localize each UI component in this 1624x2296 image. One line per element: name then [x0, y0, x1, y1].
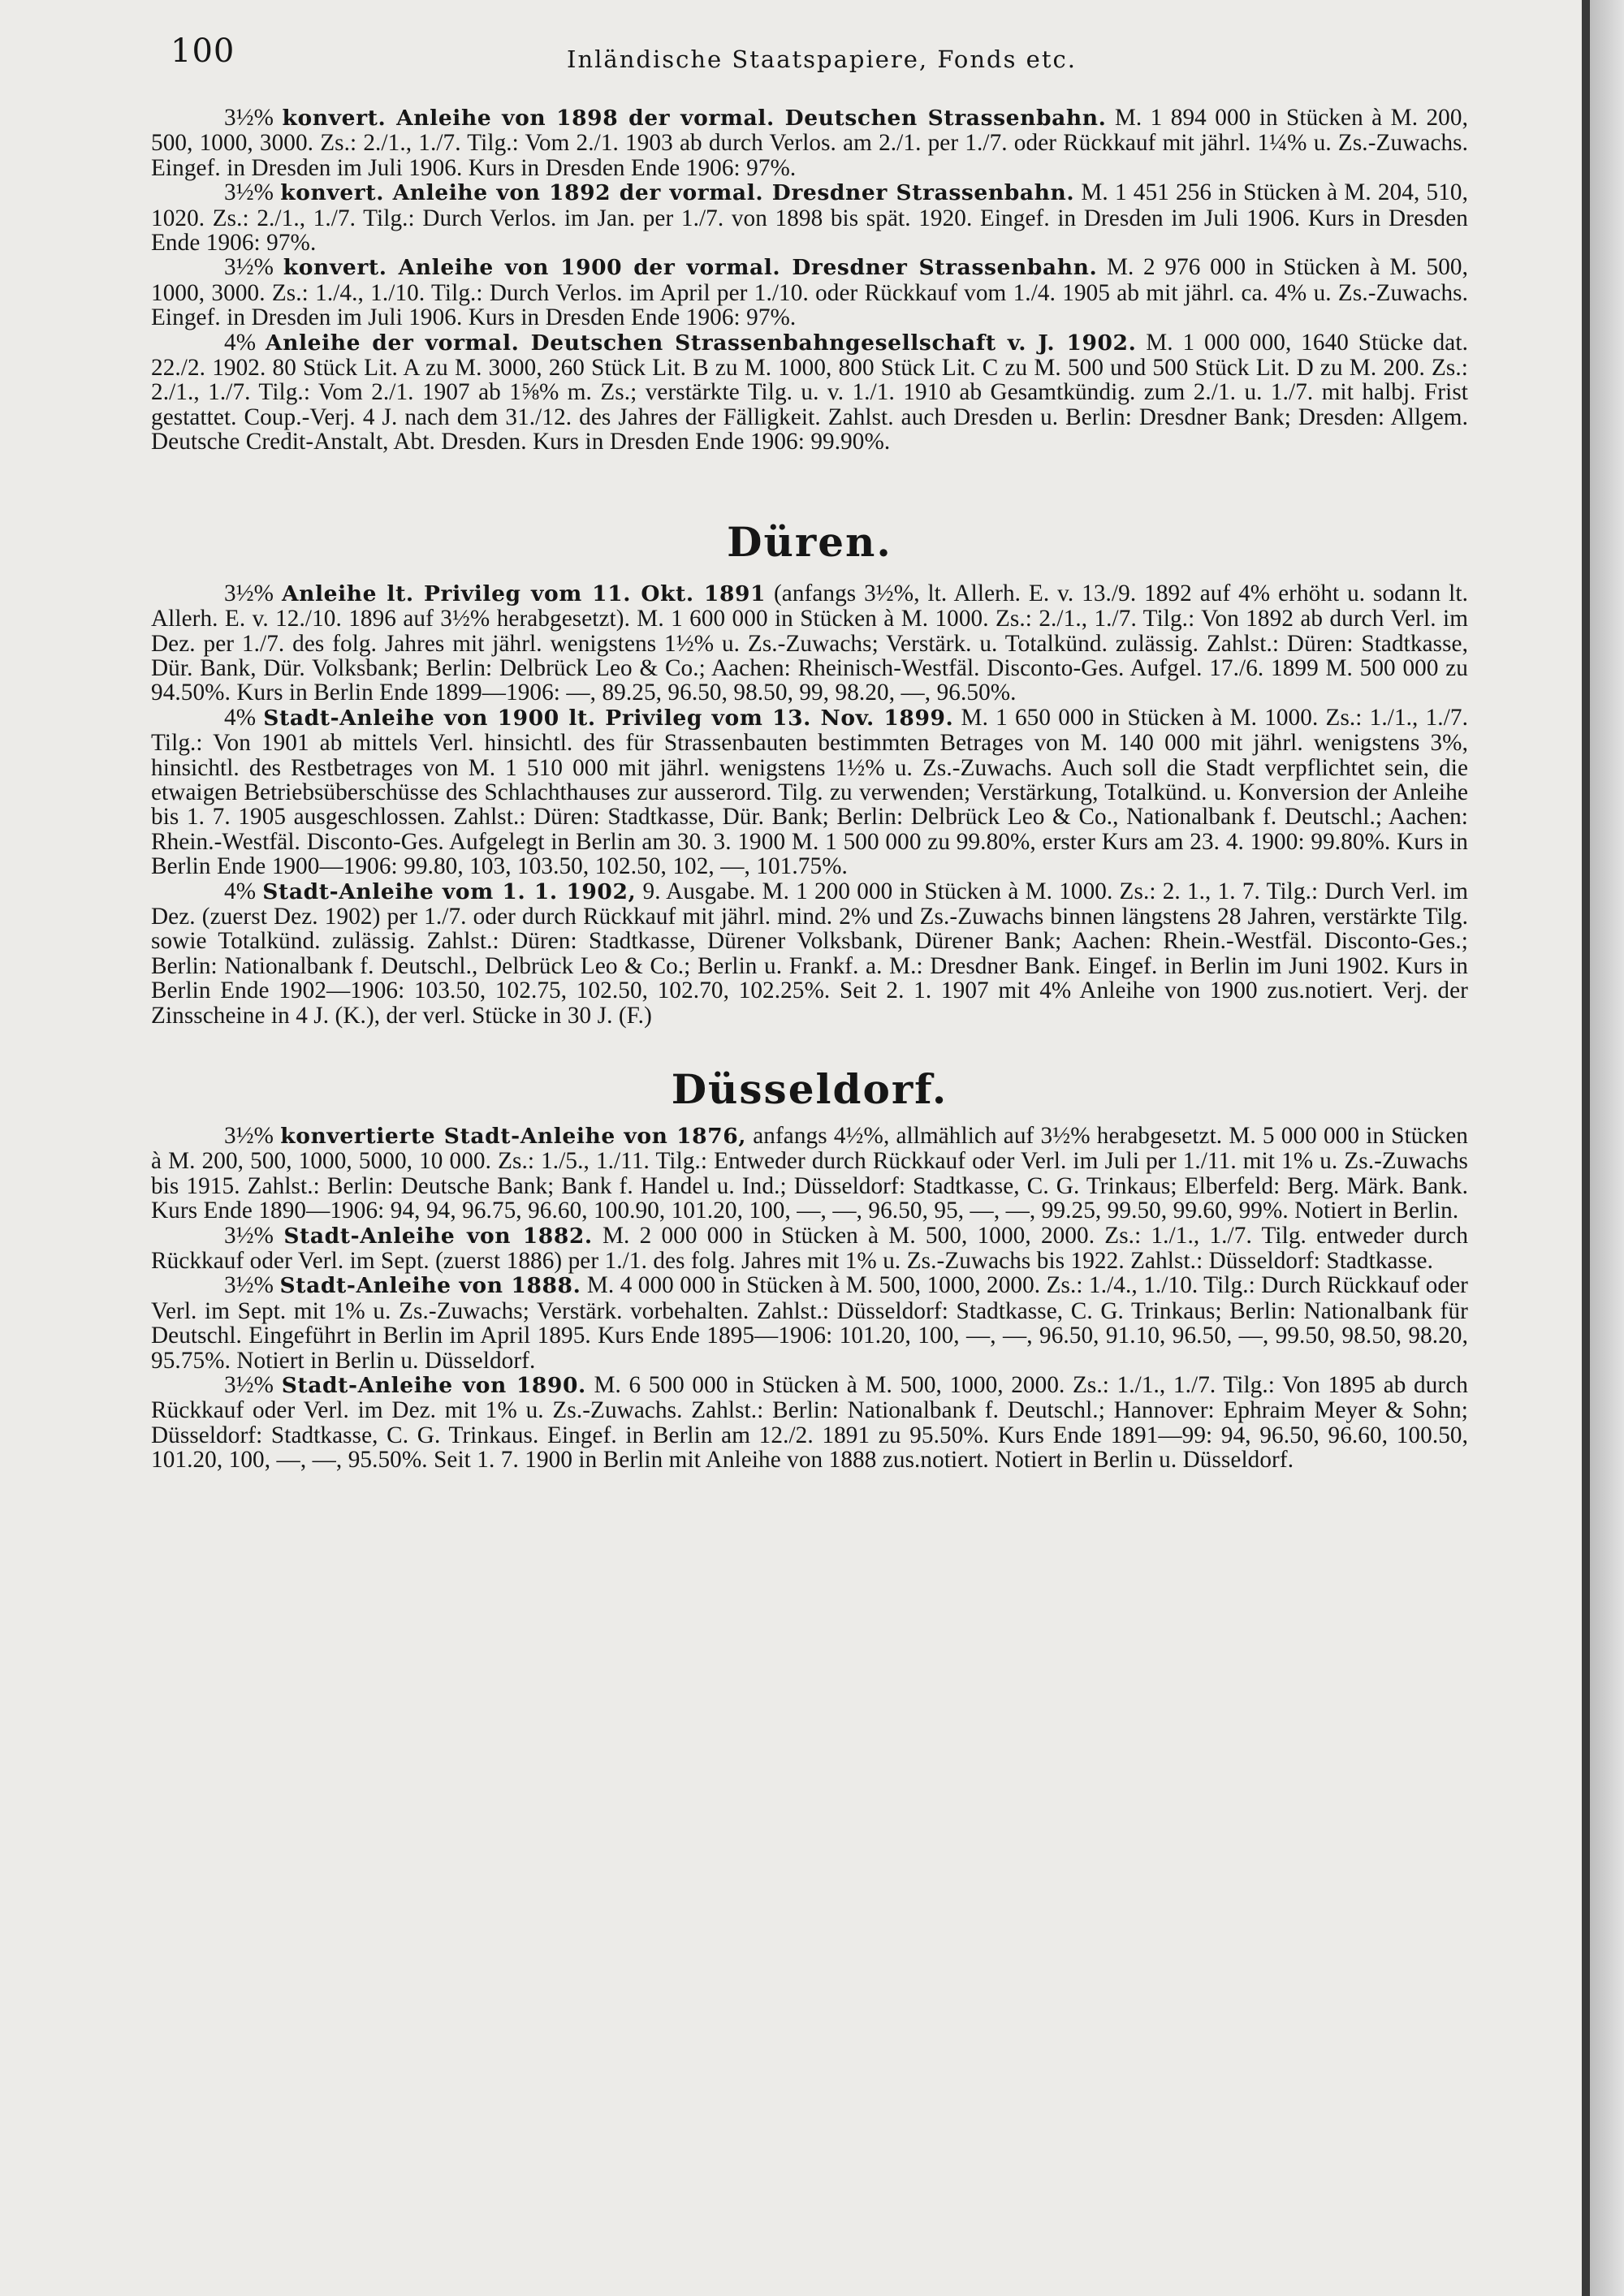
entry-title: Stadt-Anleihe vom 1. 1. 1902, [262, 878, 637, 904]
bond-entry [151, 879, 1468, 1028]
entry-title: Stadt-Anleihe von 1888. [279, 1273, 581, 1299]
entry-body: M. 2 976 000 in Stücken à M. 500, 1000, 3000. Zs.: 1./4., 1./10. Tilg.: Durch Verlos. im April per 1./10. oder Rückkauf vom 1./4. 1905 ab mit jährl. ca. 4% u. Zs.-Zuwachs. Eingef. in Dresden im Juli 1906. Kurs in Dresden Ende 1906: 97%. [151, 254, 1469, 331]
entry-rate: 3½% [224, 580, 274, 606]
page-content [151, 106, 1468, 1473]
page-header [171, 32, 1470, 81]
section-duesseldorf [151, 1067, 1468, 1473]
bond-entry [151, 1224, 1468, 1274]
entry-rate: 4% [224, 704, 257, 731]
bond-entry [151, 1273, 1468, 1373]
city-heading-dueren: Düren. [727, 517, 892, 566]
section-dueren [151, 517, 1469, 1029]
bond-entry [151, 1124, 1468, 1224]
entry-body: M. 1 894 000 in Stücken à M. 200, 500, 1000, 3000. Zs.: 2./1., 1./7. Tilg.: Vom 2./1. 1903 ab durch Verlos. am 2./1. per 1./7. oder Rückkauf mit jährl. 1¼% u. Zs.-Zuwachs. Eingef. in Dresden im Juli 1906. Kurs in Dresden Ende 1906: 97%. [151, 105, 1468, 181]
entry-body: M. 4 000 000 in Stücken à M. 500, 1000, 2000. Zs.: 1./4., 1./10. Tilg.: Durch Rückkauf oder Verl. im Sept. mit 1% u. Zs.-Zuwachs; Verstärk. vorbehalten. Zahlst.: Düsseldorf: Stadtkasse, C. G. Trinkaus; Berlin: Nationalbank für Deutschl. Eingeführt in Berlin im April 1895. Kurs Ende 1895—1906: 101.20, 100, —, —, 96.50, 91.10, 96.50, —, 99.50, 98.50, 98.20, 95.75%. Notiert in Berlin u. Düsseldorf. [151, 1272, 1469, 1374]
entry-body: M. 6 500 000 in Stücken à M. 500, 1000, 2000. Zs.: 1./1., 1./7. Tilg.: Von 1895 ab durch Rückkauf oder Verl. im Dez. mit 1% u. Zs.-Zuwachs. Zahlst.: Berlin: Nationalbank f. Deutschl.; Hannover: Ephraim Meyer & Sohn; Düsseldorf: Stadtkasse, C. G. Trinkaus. Eingef. in Berlin am 12./2. 1891 zu 95.50%. Kurs Ende 1891—99: 94, 96.50, 96.60, 100.50, 101.20, 100, —, —, 95.50%. Seit 1. 7. 1900 in Berlin mit Anleihe von 1888 zus.notiert. Notiert in Berlin u. Düsseldorf. [151, 1372, 1468, 1474]
scan-background [1590, 0, 1624, 2296]
entry-title: Stadt-Anleihe von 1890. [281, 1373, 586, 1399]
entry-rate: 3½% [224, 1123, 274, 1149]
entry-rate: 3½% [224, 1222, 274, 1249]
entry-title: Stadt-Anleihe von 1900 lt. Privileg vom 13. Nov. 1899. [263, 705, 954, 731]
entry-rate: 4% [224, 878, 257, 904]
scan-page-edge [1582, 0, 1590, 2296]
entry-rate: 3½% [224, 1372, 274, 1399]
bond-entry [151, 106, 1468, 180]
entry-body: M. 1 451 256 in Stücken à M. 204, 510, 1020. Zs.: 2./1., 1./7. Tilg.: Durch Verlos. im Jan. per 1./7. von 1898 bis spät. 1920. Eingef. in Dresden im Juli 1906. Kurs in Dresden Ende 1906: 97%. [151, 179, 1468, 257]
entry-rate: 3½% [224, 179, 274, 206]
bond-entry [151, 255, 1468, 330]
bond-entry [151, 706, 1468, 879]
bond-entry [151, 581, 1468, 706]
city-heading-duesseldorf: Düsseldorf. [671, 1065, 948, 1113]
entry-body: (anfangs 3½%, lt. Allerh. E. v. 13./9. 1892 auf 4% erhöht u. sodann lt. Allerh. E. v. 12./10. 1896 auf 3½% herabgesetzt). M. 1 600 000 in Stücken à M. 1000. Zs.: 2./1., 1./7. Tilg.: Von 1892 ab durch Verl. im Dez. per 1./7. des folg. Jahres mit jährl. wenigstens 1½% u. Zs.-Zuwachs; Verstärk. u. Totalkünd. zulässig. Zahlst.: Düren: Stadtkasse, Dür. Bank, Dür. Volksbank; Berlin: Delbrück Leo & Co.; Aachen: Rheinisch-Westfäl. Disconto-Ges. Aufgel. 17./6. 1899 M. 500 000 zu 94.50%. Kurs in Berlin Ende 1899—1906: —, 89.25, 96.50, 98.50, 99, 98.20, —, 96.50%. [151, 580, 1468, 706]
entry-title: konvert. Anleihe von 1892 der vormal. Dresdner Strassenbahn. [280, 180, 1075, 206]
entry-body: anfangs 4½%, allmählich auf 3½% herabgesetzt. M. 5 000 000 in Stücken à M. 200, 500, 1000, 5000, 10 000. Zs.: 1./5., 1./11. Tilg.: Entweder durch Rückkauf oder Verl. im Juli per 1./11. mit 1% u. Zs.-Zuwachs bis 1915. Zahlst.: Berlin: Deutsche Bank; Bank f. Handel u. Ind.; Düsseldorf: Stadtkasse, C. G. Trinkaus; Elberfeld: Berg. Märk. Bank. Kurs Ende 1890—1906: 94, 94, 96.75, 96.60, 100.90, 101.20, 100, —, —, 96.50, 95, —, —, 99.25, 99.50, 99.60, 99%. Notiert in Berlin. [151, 1123, 1468, 1224]
section-continued [151, 106, 1468, 455]
page-number: 100 [171, 32, 235, 70]
entry-title: Anleihe lt. Privileg vom 11. Okt. 1891 [281, 580, 767, 606]
bond-entry [151, 330, 1468, 455]
bond-entry [151, 1373, 1468, 1473]
entry-body: 9. Ausgabe. M. 1 200 000 in Stücken à M. 1000. Zs.: 2. 1., 1. 7. Tilg.: Durch Verl. im Dez. (zuerst Dez. 1902) per 1./7. oder durch Rückkauf mit jährl. mind. 2% und Zs.-Zuwachs binnen längstens 28 Jahren, verstärkte Tilg. sowie Totalkünd. zulässig. Zahlst.: Düren: Stadtkasse, Dürener Volksbank, Dürener Bank; Aachen: Rhein.-Westfäl. Disconto-Ges.; Berlin: Nationalbank f. Deutschl., Delbrück Leo & Co.; Berlin u. Frankf. a. M.: Dresdner Bank. Eingef. in Berlin im Juni 1902. Kurs in Berlin Ende 1902—1906: 103.50, 102.75, 102.50, 102.70, 102.25%. Seit 2. 1. 1907 mit 4% Anleihe von 1900 zus.notiert. Verj. der Zinsscheine in 4 J. (K.), der verl. Stücke in 30 J. (F.) [151, 878, 1469, 1029]
entry-rate: 3½% [224, 1272, 274, 1299]
entry-rate: 3½% [224, 105, 274, 131]
running-head: Inländische Staatspapiere, Fonds etc. [567, 45, 1077, 73]
entry-title: konvert. Anleihe von 1900 der vormal. Dresdner Strassenbahn. [283, 255, 1098, 281]
entry-rate: 4% [224, 329, 257, 356]
bond-entry [151, 180, 1468, 255]
entry-rate: 3½% [224, 254, 274, 281]
entry-title: konvertierte Stadt-Anleihe von 1876, [280, 1124, 747, 1149]
entry-title: Stadt-Anleihe von 1882. [283, 1223, 593, 1249]
entry-body: M. 1 650 000 in Stücken à M. 1000. Zs.: 1./1., 1./7. Tilg.: Von 1901 ab mittels Verl. hinsichtl. des für Strassenbauten bestimmten Betrages von M. 140 000 mit jährl. wenigstens 3%, hinsichtl. des Restbetrages von M. 1 510 000 mit jährl. wenigstens 1½% u. Zs.-Zuwachs. Auch soll die Stadt verpflichtet sein, die etwaigen Betriebsüberschüsse des Schlachthauses zur ausserord. Tilg. zu verwenden; Verstärkung, Totalkünd. u. Konversion der Anleihe bis 1. 7. 1905 ausgeschlossen. Zahlst.: Düren: Stadtkasse, Dür. Bank; Berlin: Delbrück Leo & Co., Nationalbank f. Deutschl.; Aachen: Rhein.-Westfäl. Disconto-Ges. Aufgelegt in Berlin am 30. 3. 1900 M. 1 500 000 zu 99.80%, erster Kurs am 23. 4. 1900: 99.80%. Kurs in Berlin Ende 1900—1906: 99.80, 103, 103.50, 102.50, 102, —, 101.75%. [151, 704, 1468, 880]
entry-title: konvert. Anleihe von 1898 der vormal. Deutschen Strassenbahn. [282, 106, 1107, 131]
entry-body: M. 2 000 000 in Stücken à M. 500, 1000, 2000. Zs.: 1./1., 1./7. Tilg. entweder durch Rückkauf oder Verl. im Sept. (zuerst 1886) per 1./1. des folg. Jahres mit 1% u. Zs.-Zuwachs bis 1922. Zahlst.: Düsseldorf: Stadtkasse. [151, 1222, 1469, 1275]
entry-title: Anleihe der vormal. Deutschen Strassenbahngesellschaft v. J. 1902. [265, 330, 1137, 356]
entry-body: M. 1 000 000, 1640 Stücke dat. 22./2. 1902. 80 Stück Lit. A zu M. 3000, 260 Stück Lit. B zu M. 1000, 800 Stück Lit. C zu M. 500 und 500 Stück Lit. D zu M. 200. Zs.: 2./1., 1./7. Tilg.: Vom 2./1. 1907 ab 1⅝% m. Zs.; verstärkte Tilg. u. v. 1./1. 1910 ab Gesamtkündig. zum 2./1. u. 1./7. mit halbj. Frist gestattet. Coup.-Verj. 4 J. nach dem 31./12. des Jahres der Fälligkeit. Zahlst. auch Dresden u. Berlin: Dresdner Bank; Dresden: Allgem. Deutsche Credit-Anstalt, Abt. Dresden. Kurs in Dresden Ende 1906: 99.90%. [151, 329, 1468, 455]
